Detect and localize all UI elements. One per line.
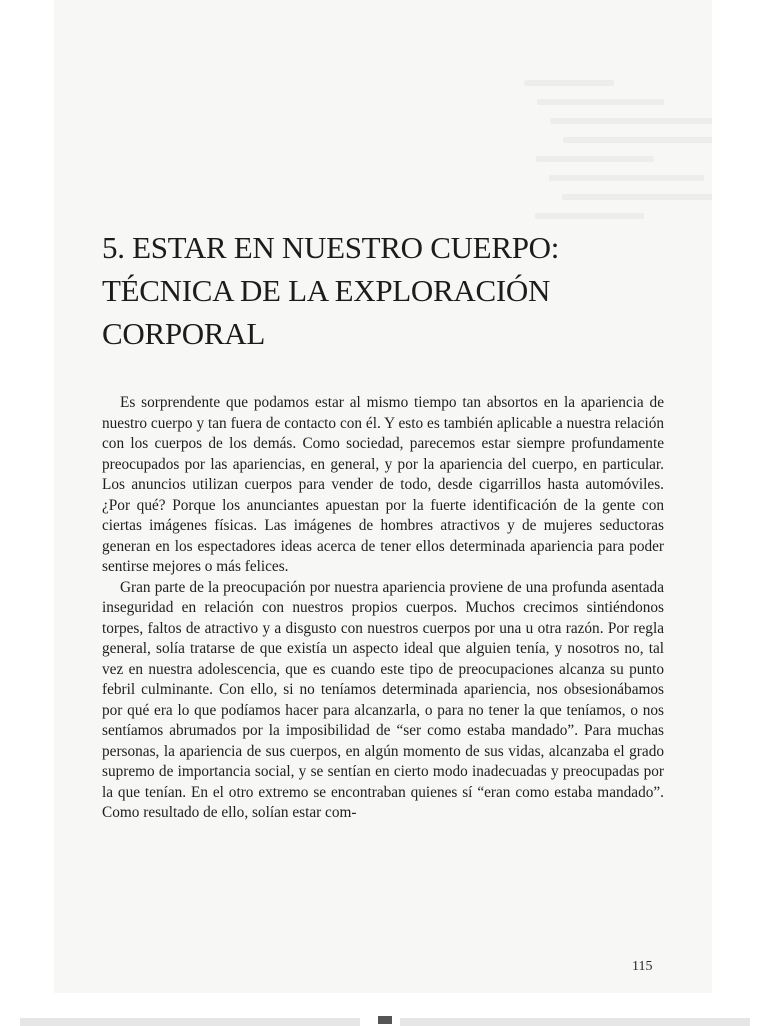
chapter-title bbox=[102, 226, 662, 355]
show-through-line bbox=[562, 194, 712, 200]
page-number: 115 bbox=[632, 959, 653, 974]
show-through-line bbox=[537, 99, 664, 105]
chapter-title-line: CORPORAL bbox=[102, 316, 265, 351]
show-through-line bbox=[524, 80, 614, 86]
show-through-line bbox=[563, 137, 712, 143]
chapter-title-line: 5. ESTAR EN NUESTRO CUERPO: bbox=[102, 230, 560, 265]
book-page bbox=[54, 0, 712, 993]
paragraph: Gran parte de la preocupación por nuestra apariencia proviene de una profunda asentada inseguridad en relación con nuestros propios cuerpos. Muchos crecimos sintiéndonos torpes, faltos de atractivo y a disgusto con nuestros cuerpos por una u otra razón. Por regla general, solía tratarse de que existía un aspecto ideal que alguien tenía, y nosotros no, tal vez en nuestra adolescencia, que es cuando este tipo de preocupaciones alcanza su punto febril culminante. Con ello, si no teníamos determinada apariencia, nos obsesionábamos por qué era lo que podíamos hacer para alcanzarla, o para no tener la que teníamos, o nos sentíamos abrumados por la imposibilidad de “ser como estaba mandado”. Para muchas personas, la apariencia de sus cuerpos, en algún momento de sus vidas, alcanzaba el grado supremo de importancia social, y se sentían en cierto modo inadecuadas y preocupadas por la que tenían. En el otro extremo se encontraban quienes sí “eran como estaba mandado”. Como resultado de ello, solían estar com- bbox=[102, 578, 664, 821]
scroll-marker bbox=[378, 1016, 392, 1024]
show-through-line bbox=[536, 156, 654, 162]
paragraph: Es sorprendente que podamos estar al mismo tiempo tan absortos en la apariencia de nuestro cuerpo y tan fuera de contacto con él. Y esto es también aplicable a nuestra relación con los cuerpos de los demás. Como sociedad, parecemos estar siempre profundamente preocupados por las apariencias, en general, y por la apariencia del cuerpo, en particular. Los anuncios utilizan cuerpos para vender de todo, desde cigarrillos hasta automóviles. ¿Por qué? Porque los anunciantes apuestan por la fuerte identificación de la gente con ciertas imágenes físicas. Las imágenes de hombres atractivos y de mujeres seductoras generan en los espectadores ideas acerca de tener ellos determinada apariencia para poder sentirse mejores o más felices. bbox=[102, 394, 664, 575]
show-through-text bbox=[54, 0, 712, 220]
show-through-line bbox=[549, 175, 704, 181]
footer-bar bbox=[400, 1018, 750, 1026]
show-through-line bbox=[535, 213, 644, 219]
show-through-line bbox=[550, 118, 712, 124]
footer-bar bbox=[20, 1018, 360, 1026]
chapter-title-line: TÉCNICA DE LA EXPLORACIÓN bbox=[102, 273, 551, 308]
chapter-body bbox=[102, 393, 664, 824]
